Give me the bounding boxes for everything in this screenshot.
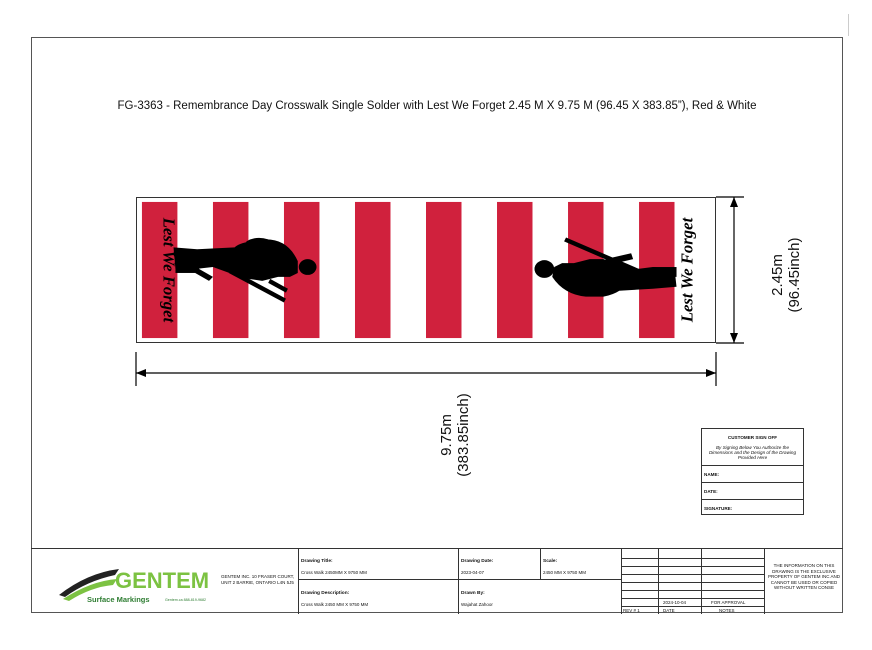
- title-block: [31, 548, 843, 614]
- drawn-by-cell: Drawn By: Wajahat Zahoor: [461, 591, 493, 607]
- signoff-heading: CUSTOMER SIGN OFF: [727, 435, 778, 440]
- width-m: 9.75m: [438, 414, 455, 456]
- red-stripe: [497, 202, 533, 338]
- drawing-title: FG-3363 - Remembrance Day Crosswalk Single Solder with Lest We Forget 2.45 M X 9.75 M (96.45 X 383.85”), Red & White: [117, 100, 757, 112]
- revision-date: 2024-10-04: [663, 600, 687, 605]
- lest-we-forget-right: Lest We Forget: [677, 217, 697, 323]
- signoff-note: By Signing Below You Authorize the Dimensions and the Design of the Drawing Provided Here: [708, 445, 797, 461]
- white-stripe: [319, 202, 355, 338]
- white-stripe: [462, 202, 498, 338]
- drawing-title-cell: Drawing Title: Cross Walk 2450MM X 9750 MM: [301, 559, 367, 575]
- lest-we-forget-left: Lest We Forget: [159, 217, 179, 323]
- signoff-name-field[interactable]: NAME:: [702, 465, 803, 482]
- height-in: (96.45inch): [786, 237, 803, 313]
- disclaimer: THE INFORMATION ON THIS DRAWING IS THE EXCLUSIVE PROPERTY OF GENTEM INC AND CANNOT BE USED OR COPIED WITHOUT WRITTEN CONSE: [767, 563, 841, 590]
- company-address: GENTEM INC. 10 FRASER COURT, UNIT 2 BARRIE, ONTARIO L4N 5J5: [221, 574, 295, 585]
- customer-signoff-box: [701, 428, 804, 515]
- drawing-date-cell: Drawing Date: 2023-04-07: [461, 559, 494, 575]
- revision-note: FOR APPROVAL: [711, 600, 746, 605]
- logo-contact: Gentem.ca 888-819-9682: [165, 598, 206, 602]
- signoff-signature-field[interactable]: SIGNATURE:: [702, 499, 803, 515]
- white-stripe: [390, 202, 426, 338]
- drawing-description-cell: Drawing Description: Cross Walk 2450 MM X 9750 MM: [301, 591, 369, 607]
- width-dimension-label: [438, 387, 472, 483]
- gentem-logo: [57, 555, 210, 607]
- revision-date-label: DATE: [663, 608, 675, 613]
- crosswalk-drawing: [136, 197, 716, 343]
- red-stripe: [426, 202, 462, 338]
- scale-cell: Scale: 2450 MM X 9750 MM: [543, 559, 587, 575]
- revision-label: REV # 1: [623, 608, 640, 613]
- height-m: 2.45m: [769, 254, 786, 296]
- revision-notes-label: NOTES: [719, 608, 735, 613]
- crop-mark: [848, 14, 849, 36]
- width-in: (383.85inch): [455, 393, 472, 477]
- logo-subtitle: Surface Markings: [87, 595, 150, 604]
- signoff-date-field[interactable]: DATE:: [702, 482, 803, 499]
- logo-wordmark: GENTEM: [115, 568, 210, 593]
- red-stripe: [355, 202, 391, 338]
- height-dimension-label: [769, 230, 803, 320]
